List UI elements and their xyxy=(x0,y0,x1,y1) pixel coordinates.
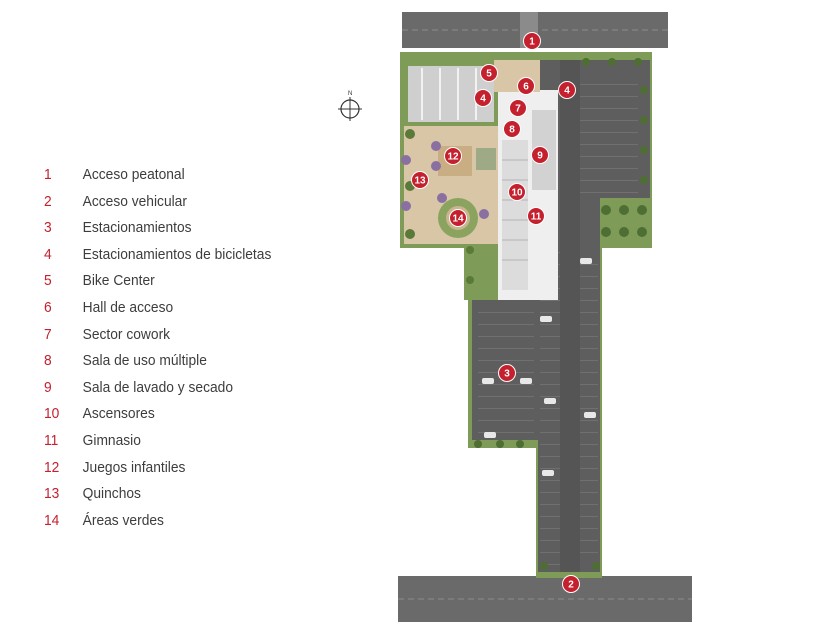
map-marker-label: 13 xyxy=(414,175,426,187)
legend-number: 13 xyxy=(44,485,60,503)
driveway xyxy=(560,60,580,572)
map-marker-label: 4 xyxy=(480,93,486,105)
legend-label: Áreas verdes xyxy=(82,511,164,529)
legend-number: 5 xyxy=(44,272,52,290)
map-marker-label: 1 xyxy=(529,36,535,48)
building-units xyxy=(502,140,528,290)
car xyxy=(584,412,596,418)
map-marker-label: 11 xyxy=(530,211,542,223)
legend-number: 8 xyxy=(44,352,52,370)
legend-number: 9 xyxy=(44,378,52,396)
legend-number: 12 xyxy=(44,458,60,476)
map-marker[interactable] xyxy=(532,147,549,164)
map-marker-label: 7 xyxy=(515,103,521,115)
map-marker-label: 5 xyxy=(486,68,492,80)
legend-label: Acceso vehicular xyxy=(82,192,187,210)
legend-label: Acceso peatonal xyxy=(82,166,185,183)
map-marker-label: 8 xyxy=(509,124,515,136)
map-marker[interactable] xyxy=(445,148,462,165)
legend-label: Hall de acceso xyxy=(82,298,174,316)
map-marker[interactable] xyxy=(412,172,429,189)
map-marker-label: 3 xyxy=(504,368,510,380)
map-marker[interactable] xyxy=(504,121,521,138)
compass-north-label: N xyxy=(348,91,353,97)
legend-number: 4 xyxy=(44,245,52,263)
legend-number: 11 xyxy=(44,431,59,449)
legend-label: Ascensores xyxy=(82,405,155,423)
legend-label: Sector cowork xyxy=(82,325,171,343)
car xyxy=(520,378,532,384)
car xyxy=(484,432,496,438)
legend-label: Estacionamientos de bicicletas xyxy=(82,245,272,263)
legend-label: Sala de lavado y secado xyxy=(82,378,234,396)
map-marker-label: 2 xyxy=(568,579,574,591)
legend-label: Bike Center xyxy=(82,272,155,290)
map-marker[interactable] xyxy=(499,365,516,382)
parking-stalls xyxy=(580,260,598,560)
legend-number: 3 xyxy=(44,219,52,237)
parking-stalls xyxy=(578,76,638,196)
car xyxy=(482,378,494,384)
legend-number: 1 xyxy=(44,166,52,183)
map-marker[interactable] xyxy=(481,65,498,82)
legend-number: 6 xyxy=(44,298,52,316)
map-marker[interactable] xyxy=(475,90,492,107)
legend-number: 14 xyxy=(44,511,60,529)
legend-number: 7 xyxy=(44,325,52,343)
map-marker[interactable] xyxy=(524,33,541,50)
car xyxy=(544,398,556,404)
map-marker-label: 12 xyxy=(447,151,459,163)
map-marker[interactable] xyxy=(518,78,535,95)
legend-label: Gimnasio xyxy=(82,431,141,449)
car xyxy=(542,470,554,476)
map-marker[interactable] xyxy=(559,82,576,99)
legend-number: 2 xyxy=(44,192,52,210)
map-marker-label: 4 xyxy=(564,85,570,97)
legend-label: Juegos infantiles xyxy=(82,458,186,476)
legend-label: Estacionamientos xyxy=(82,219,192,237)
legend-number: 10 xyxy=(44,405,60,423)
map-marker[interactable] xyxy=(563,576,580,593)
map-marker[interactable] xyxy=(510,100,527,117)
map-marker-label: 14 xyxy=(452,213,464,225)
legend-label: Quinchos xyxy=(82,485,141,503)
map-marker[interactable] xyxy=(528,208,545,225)
legend-label: Sala de uso múltiple xyxy=(82,352,207,370)
map-marker[interactable] xyxy=(450,210,467,227)
car xyxy=(540,316,552,322)
map-marker[interactable] xyxy=(509,184,526,201)
map-marker-label: 6 xyxy=(523,81,529,93)
pergola xyxy=(476,148,496,170)
car xyxy=(580,258,592,264)
map-marker-label: 10 xyxy=(511,187,523,199)
map-marker-label: 9 xyxy=(537,150,543,162)
